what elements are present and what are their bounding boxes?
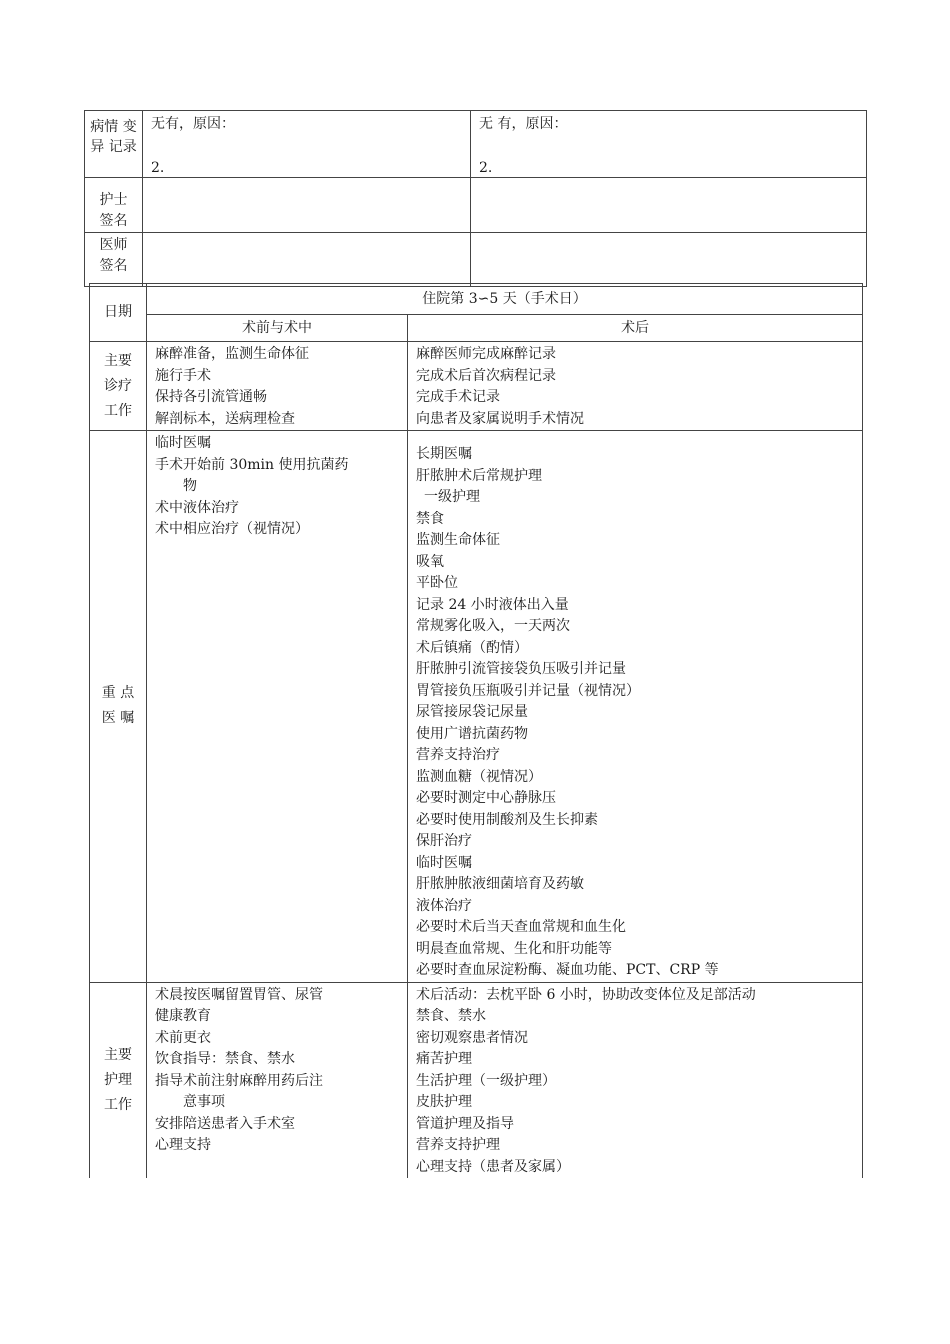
list-item: 施行手术: [155, 367, 211, 384]
list-item: 营养支持治疗: [416, 747, 500, 763]
list-item: 液体治疗: [416, 897, 472, 914]
nursing-row: [90, 982, 863, 1178]
list-item: 痛苦护理: [416, 1051, 472, 1067]
list-item: 平卧位: [416, 575, 458, 591]
list-item: 常规雾化吸入，一天两次: [416, 618, 570, 634]
date-label: 日期: [90, 284, 147, 342]
list-item: 肝脓肿脓液细菌培育及药敏: [416, 876, 584, 892]
doctor-signature-row: [85, 233, 867, 287]
variation-signature-table: [84, 110, 867, 287]
list-item: 吸氧: [416, 553, 444, 570]
variation-label: 病情 变 异 记录: [85, 111, 143, 178]
list-item: 向患者及家属说明手术情况: [416, 410, 584, 427]
nurse-signature-right: [471, 178, 867, 233]
list-item: 监测血糖（视情况）: [416, 768, 542, 785]
list-item: 指导术前注射麻醉用药后注: [155, 1072, 323, 1089]
list-item: 监测生命体征: [416, 532, 500, 548]
list-item: 临时医嘱: [416, 854, 472, 871]
list-item: 一级护理: [424, 489, 480, 505]
variation-right-line1: 无 有，原因：: [479, 116, 568, 132]
orders-label: 重 点 医 嘱: [90, 431, 147, 983]
list-item: 记录 24 小时液体出入量: [416, 596, 569, 613]
orders-post-list: [408, 431, 863, 983]
list-item: 完成手术记录: [416, 389, 500, 405]
list-item: 术中液体治疗: [155, 499, 239, 516]
list-item: 皮肤护理: [416, 1094, 472, 1110]
nursing-label: 主要 护理 工作: [90, 982, 147, 1178]
list-item: 必要时测定中心静脉压: [416, 790, 556, 806]
list-item: 禁食、禁水: [416, 1008, 486, 1024]
list-item: 使用广谱抗菌药物: [416, 725, 528, 742]
diagnosis-post-list: [408, 342, 863, 431]
nurse-signature-row: [85, 178, 867, 233]
nurse-signature-left: [143, 178, 471, 233]
list-item: 术后活动：去枕平卧 6 小时，协助改变体位及足部活动: [416, 986, 756, 1003]
list-item: 解剖标本，送病理检查: [155, 410, 295, 427]
list-item: 手术开始前 30min 使用抗菌药: [155, 456, 349, 473]
list-item: 术前更衣: [155, 1029, 211, 1046]
list-item: 必要时术后当天查血常规和血生化: [416, 919, 626, 935]
list-item: 健康教育: [155, 1008, 211, 1024]
list-item: 术晨按医嘱留置胃管、尿管: [155, 986, 323, 1003]
col-header-post: 术后: [408, 315, 863, 342]
list-item: 胃管接负压瓶吸引并记量（视情况）: [416, 682, 640, 699]
list-item: 肝脓肿引流管接袋负压吸引并记量: [416, 661, 626, 677]
orders-row: [90, 431, 863, 983]
list-item: 临时医嘱: [155, 435, 211, 451]
variation-left-line1: 无有，原因：: [151, 116, 235, 132]
variation-row: [85, 111, 867, 178]
list-item: 密切观察患者情况: [416, 1029, 528, 1046]
list-item: 物: [183, 478, 197, 494]
clinical-pathway-table: [89, 283, 863, 1178]
doctor-signature-right: [471, 233, 867, 287]
variation-left-cell: [143, 111, 471, 178]
nursing-pre-list: [147, 982, 408, 1178]
list-item: 管道护理及指导: [416, 1115, 514, 1132]
orders-pre-list: [147, 431, 408, 983]
list-item: 意事项: [183, 1094, 225, 1110]
list-item: 饮食指导：禁食、禁水: [155, 1051, 295, 1067]
list-item: 营养支持护理: [416, 1137, 500, 1153]
diagnosis-label: 主要 诊疗 工作: [90, 342, 147, 431]
list-item: 安排陪送患者入手术室: [155, 1115, 295, 1132]
column-header-row: [90, 315, 863, 342]
diagnosis-pre-list: [147, 342, 408, 431]
list-item: 术后镇痛（酌情）: [416, 639, 528, 656]
list-item: 禁食: [416, 510, 444, 527]
doctor-signature-left: [143, 233, 471, 287]
list-item: 肝脓肿术后常规护理: [416, 467, 542, 484]
variation-left-line2: 2.: [151, 160, 165, 176]
list-item: 完成术后首次病程记录: [416, 367, 556, 384]
variation-right-line2: 2.: [479, 160, 493, 176]
list-item: 心理支持（患者及家属）: [416, 1158, 570, 1175]
list-item: 尿管接尿袋记尿量: [416, 704, 528, 720]
list-item: 麻醉准备，监测生命体征: [155, 346, 309, 362]
period-title: 住院第 3∽5 天（手术日）: [147, 284, 863, 315]
list-item: 术中相应治疗（视情况）: [155, 521, 309, 537]
col-header-pre: 术前与术中: [147, 315, 408, 342]
list-item: 保持各引流管通畅: [155, 389, 267, 405]
list-item: 长期医嘱: [416, 446, 472, 462]
list-item: 必要时使用制酸剂及生长抑素: [416, 811, 598, 828]
period-header-row: [90, 284, 863, 315]
variation-right-cell: [471, 111, 867, 178]
list-item: 明晨查血常规、生化和肝功能等: [416, 940, 612, 957]
list-item: 麻醉医师完成麻醉记录: [416, 346, 556, 362]
list-item: 保肝治疗: [416, 833, 472, 849]
doctor-signature-label: 医师 签名: [85, 233, 143, 287]
nurse-signature-label: 护士 签名: [85, 178, 143, 233]
list-item: 心理支持: [155, 1137, 211, 1153]
list-item: 必要时查血尿淀粉酶、凝血功能、PCT、CRP 等: [416, 962, 719, 978]
nursing-post-list: [408, 982, 863, 1178]
list-item: 生活护理（一级护理）: [416, 1072, 556, 1089]
diagnosis-row: [90, 342, 863, 431]
